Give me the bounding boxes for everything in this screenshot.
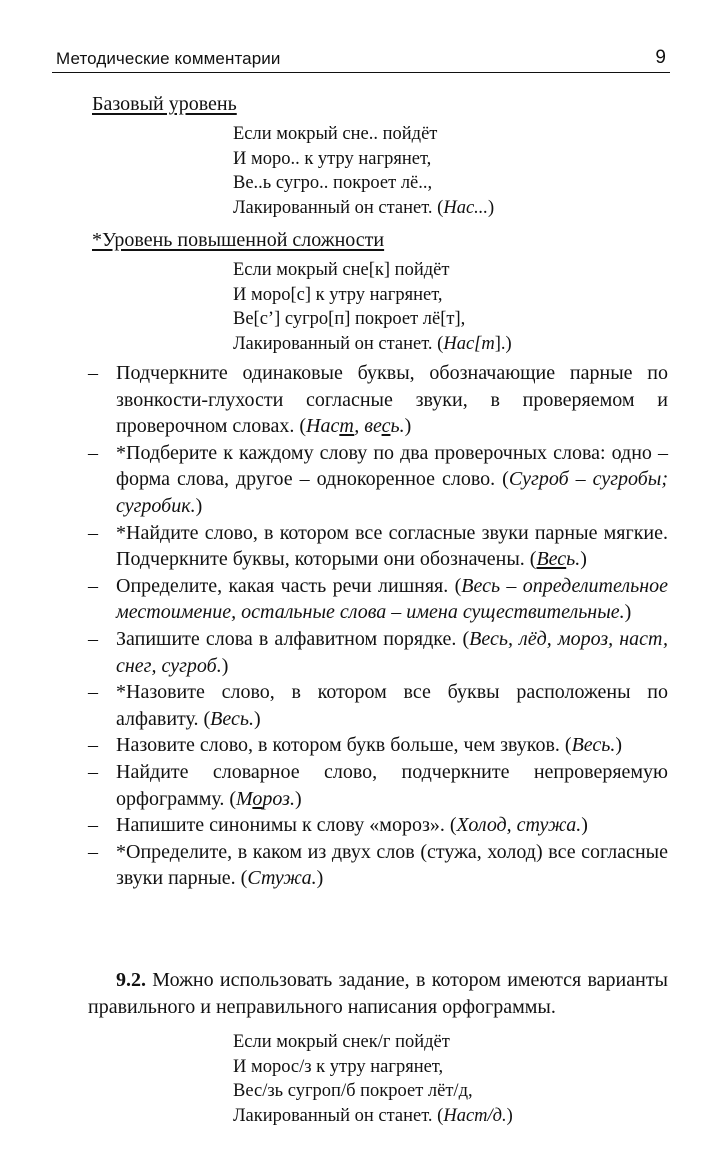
verse-line: Лакированный он станет. (Наст/д.) <box>233 1105 513 1126</box>
advanced-level-heading: *Уровень повышенной сложности <box>92 229 385 251</box>
page-number: 9 <box>655 47 666 68</box>
verse-line: Если мокрый снек/г пойдёт <box>233 1032 450 1052</box>
variants-verse <box>233 1030 513 1128</box>
verse-line: Вес/зь сугроп/б покроет лёт/д, <box>233 1081 473 1101</box>
task-item: – Определите, какая часть речи лишняя. (Весь – определительное местоимение, остальные слова – имена существительные.) <box>88 574 668 624</box>
task-item: – *Подберите к каждому слову по два проверочных слова: одно – форма слова, другое – однокоренное слово. (Сугроб – сугробы; сугробик.) <box>88 441 669 517</box>
verse-line: Ве..ь сугро.. покроет лё.., <box>233 173 433 193</box>
header-title: Методические комментарии <box>56 49 281 68</box>
section-9-2-paragraph: 9.2. Можно использовать задание, в котором имеются варианты правильного и неправильного написания орфограммы. <box>88 969 668 1018</box>
basic-level-heading: Базовый уровень <box>92 93 237 115</box>
verse-line: И моро.. к утру нагрянет, <box>233 148 432 169</box>
verse-line: Ве[с’] сугро[п] покроет лё[т], <box>233 309 466 329</box>
task-item: – Запишите слова в алфавитном порядке. (Весь, лёд, мороз, наст, снег, сугроб.) <box>88 627 668 677</box>
section-number: 9.2. <box>116 969 146 991</box>
task-item: – *Найдите слово, в котором все согласные звуки парные мягкие. Подчеркните буквы, которыми они обозначены. (Весь.) <box>88 521 668 571</box>
task-list <box>88 360 668 892</box>
task-item: – Найдите словарное слово, подчеркните непроверяемую орфограмму. (Мороз.) <box>88 760 668 810</box>
verse-line: Если мокрый сне[к] пойдёт <box>233 260 450 280</box>
verse-line: Если мокрый сне.. пойдёт <box>233 124 438 144</box>
task-item: – *Определите, в каком из двух слов (стужа, холод) все согласные звуки парные. (Стужа.) <box>88 840 668 890</box>
task-item: – Подчеркните одинаковые буквы, обозначающие парные по звонкости-глухости согласные звуки, в проверяемом и проверочном словах. (Наст, весь.) <box>88 362 668 438</box>
advanced-verse <box>233 258 512 356</box>
basic-verse <box>233 122 494 220</box>
task-item: – *Назовите слово, в котором все буквы расположены по алфавиту. (Весь.) <box>88 681 668 730</box>
verse-line: Лакированный он станет. (Нас...) <box>233 197 495 218</box>
task-item: – Напишите синонимы к слову «мороз». (Холод, стужа.) <box>88 814 588 837</box>
running-header <box>52 46 670 73</box>
verse-line: Лакированный он станет. (Нас[т].) <box>233 333 512 354</box>
task-item: – Назовите слово, в котором букв больше, чем звуков. (Весь.) <box>88 734 623 757</box>
verse-line: И моро[с] к утру нагрянет, <box>233 284 443 305</box>
verse-line: И морос/з к утру нагрянет, <box>233 1056 444 1077</box>
